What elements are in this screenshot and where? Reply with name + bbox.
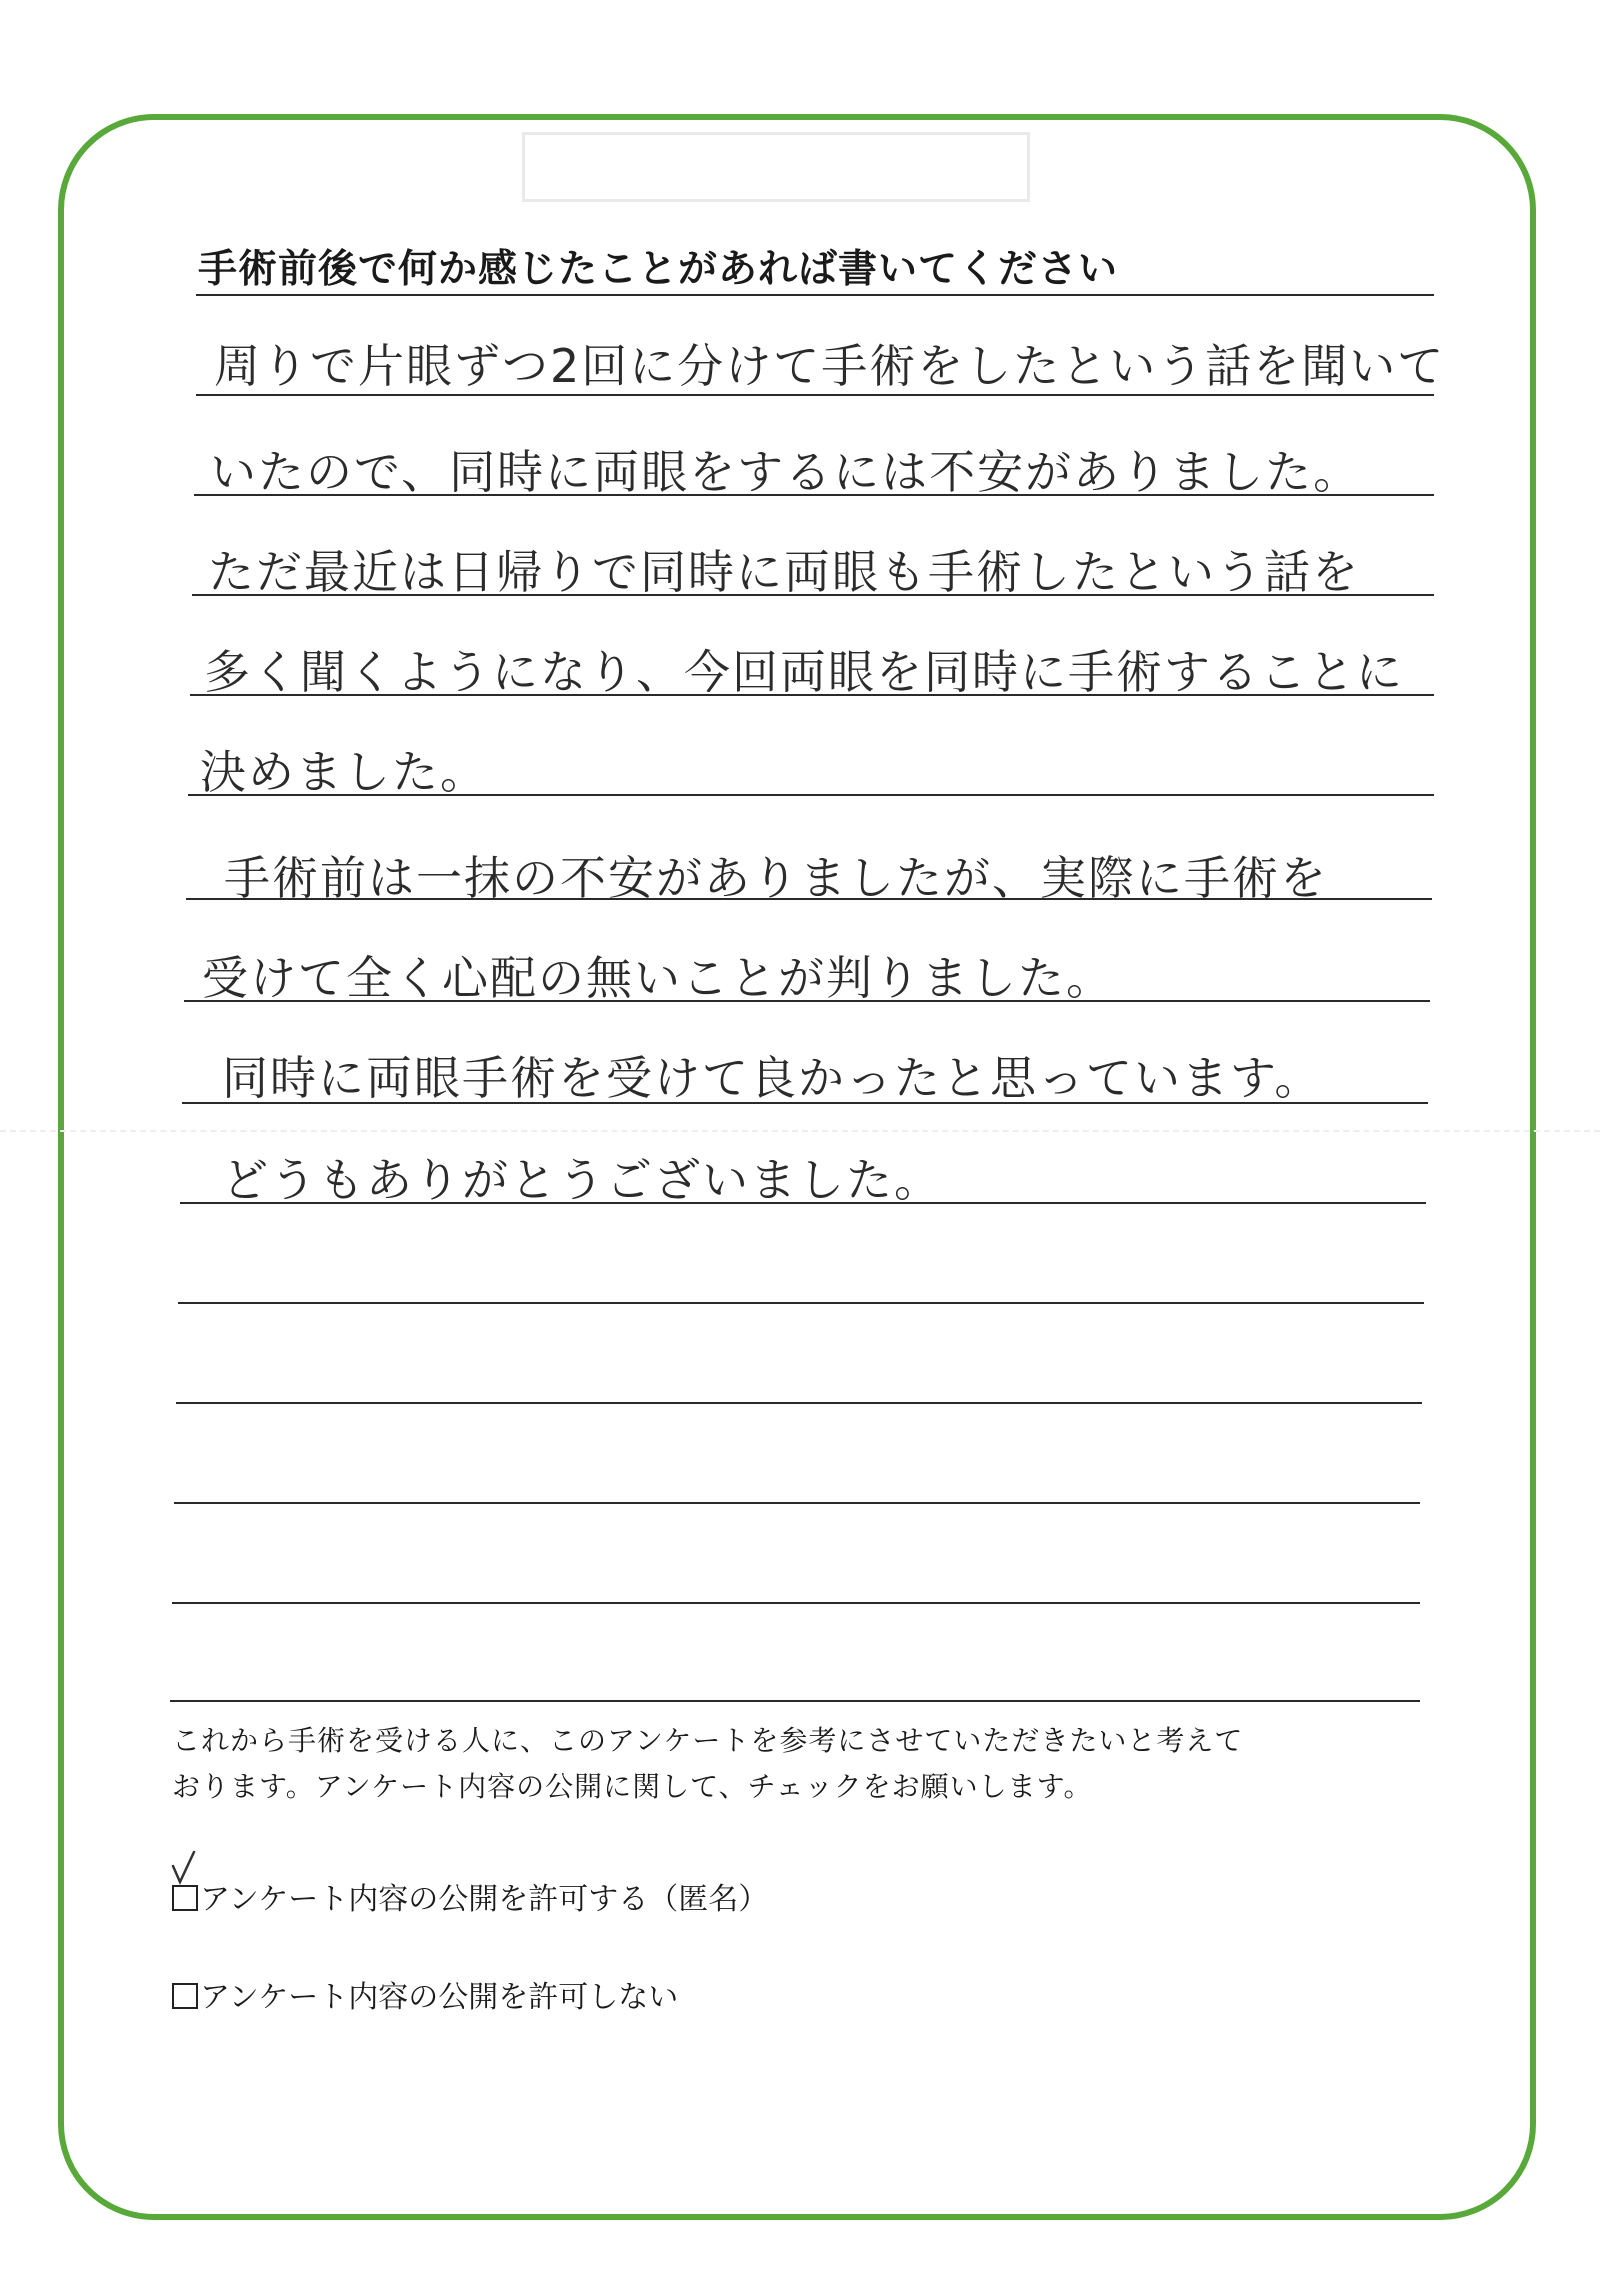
- form-heading: 手術前後で何か感じたことがあれば書いてください: [198, 247, 1119, 292]
- ruled-line: [178, 1302, 1424, 1304]
- handwritten-line-9: どうもありがとうございました。: [222, 1153, 942, 1207]
- handwritten-line-6: 手術前は一抹の不安がありましたが、実際に手術を: [224, 851, 1328, 905]
- ruled-line: [196, 294, 1434, 296]
- checkbox-deny[interactable]: [172, 1983, 198, 2009]
- option-allow-label: アンケート内容の公開を許可する（匿名）: [200, 1882, 769, 1917]
- option-allow-publish[interactable]: [172, 1874, 768, 1918]
- handwritten-line-7: 受けて全く心配の無いことが判りました。: [202, 951, 1114, 1005]
- handwritten-line-4: 多く聞くようになり、今回両眼を同時に手術することに: [204, 645, 1404, 699]
- consent-notice: [172, 1718, 1432, 1810]
- ruled-line: [174, 1502, 1420, 1504]
- paper-fold-line: [0, 1130, 1600, 1132]
- handwritten-line-1: 周りで片眼ずつ2回に分けて手術をしたという話を聞いて: [214, 339, 1446, 393]
- ruled-line: [172, 1602, 1420, 1604]
- option-deny-publish[interactable]: [172, 1972, 678, 2016]
- ruled-line: [176, 1402, 1422, 1404]
- handwritten-line-2: いたので、同時に両眼をするには不安がありました。: [210, 445, 1362, 499]
- consent-notice-line-1: これから手術を受ける人に、このアンケートを参考にさせていただきたいと考えて: [172, 1724, 1244, 1757]
- handwritten-line-8: 同時に両眼手術を受けて良かったと思っています。: [222, 1051, 1323, 1105]
- bleed-through-title-box: [522, 132, 1030, 202]
- consent-notice-line-2: おります。アンケート内容の公開に関して、チェックをお願いします。: [172, 1770, 1093, 1803]
- ruled-line: [170, 1700, 1420, 1702]
- checkbox-allow-checked[interactable]: [172, 1885, 198, 1911]
- handwritten-line-3: ただ最近は日帰りで同時に両眼も手術したという話を: [208, 545, 1360, 599]
- handwritten-line-5: 決めました。: [200, 745, 488, 799]
- option-deny-label: アンケート内容の公開を許可しない: [200, 1980, 679, 2015]
